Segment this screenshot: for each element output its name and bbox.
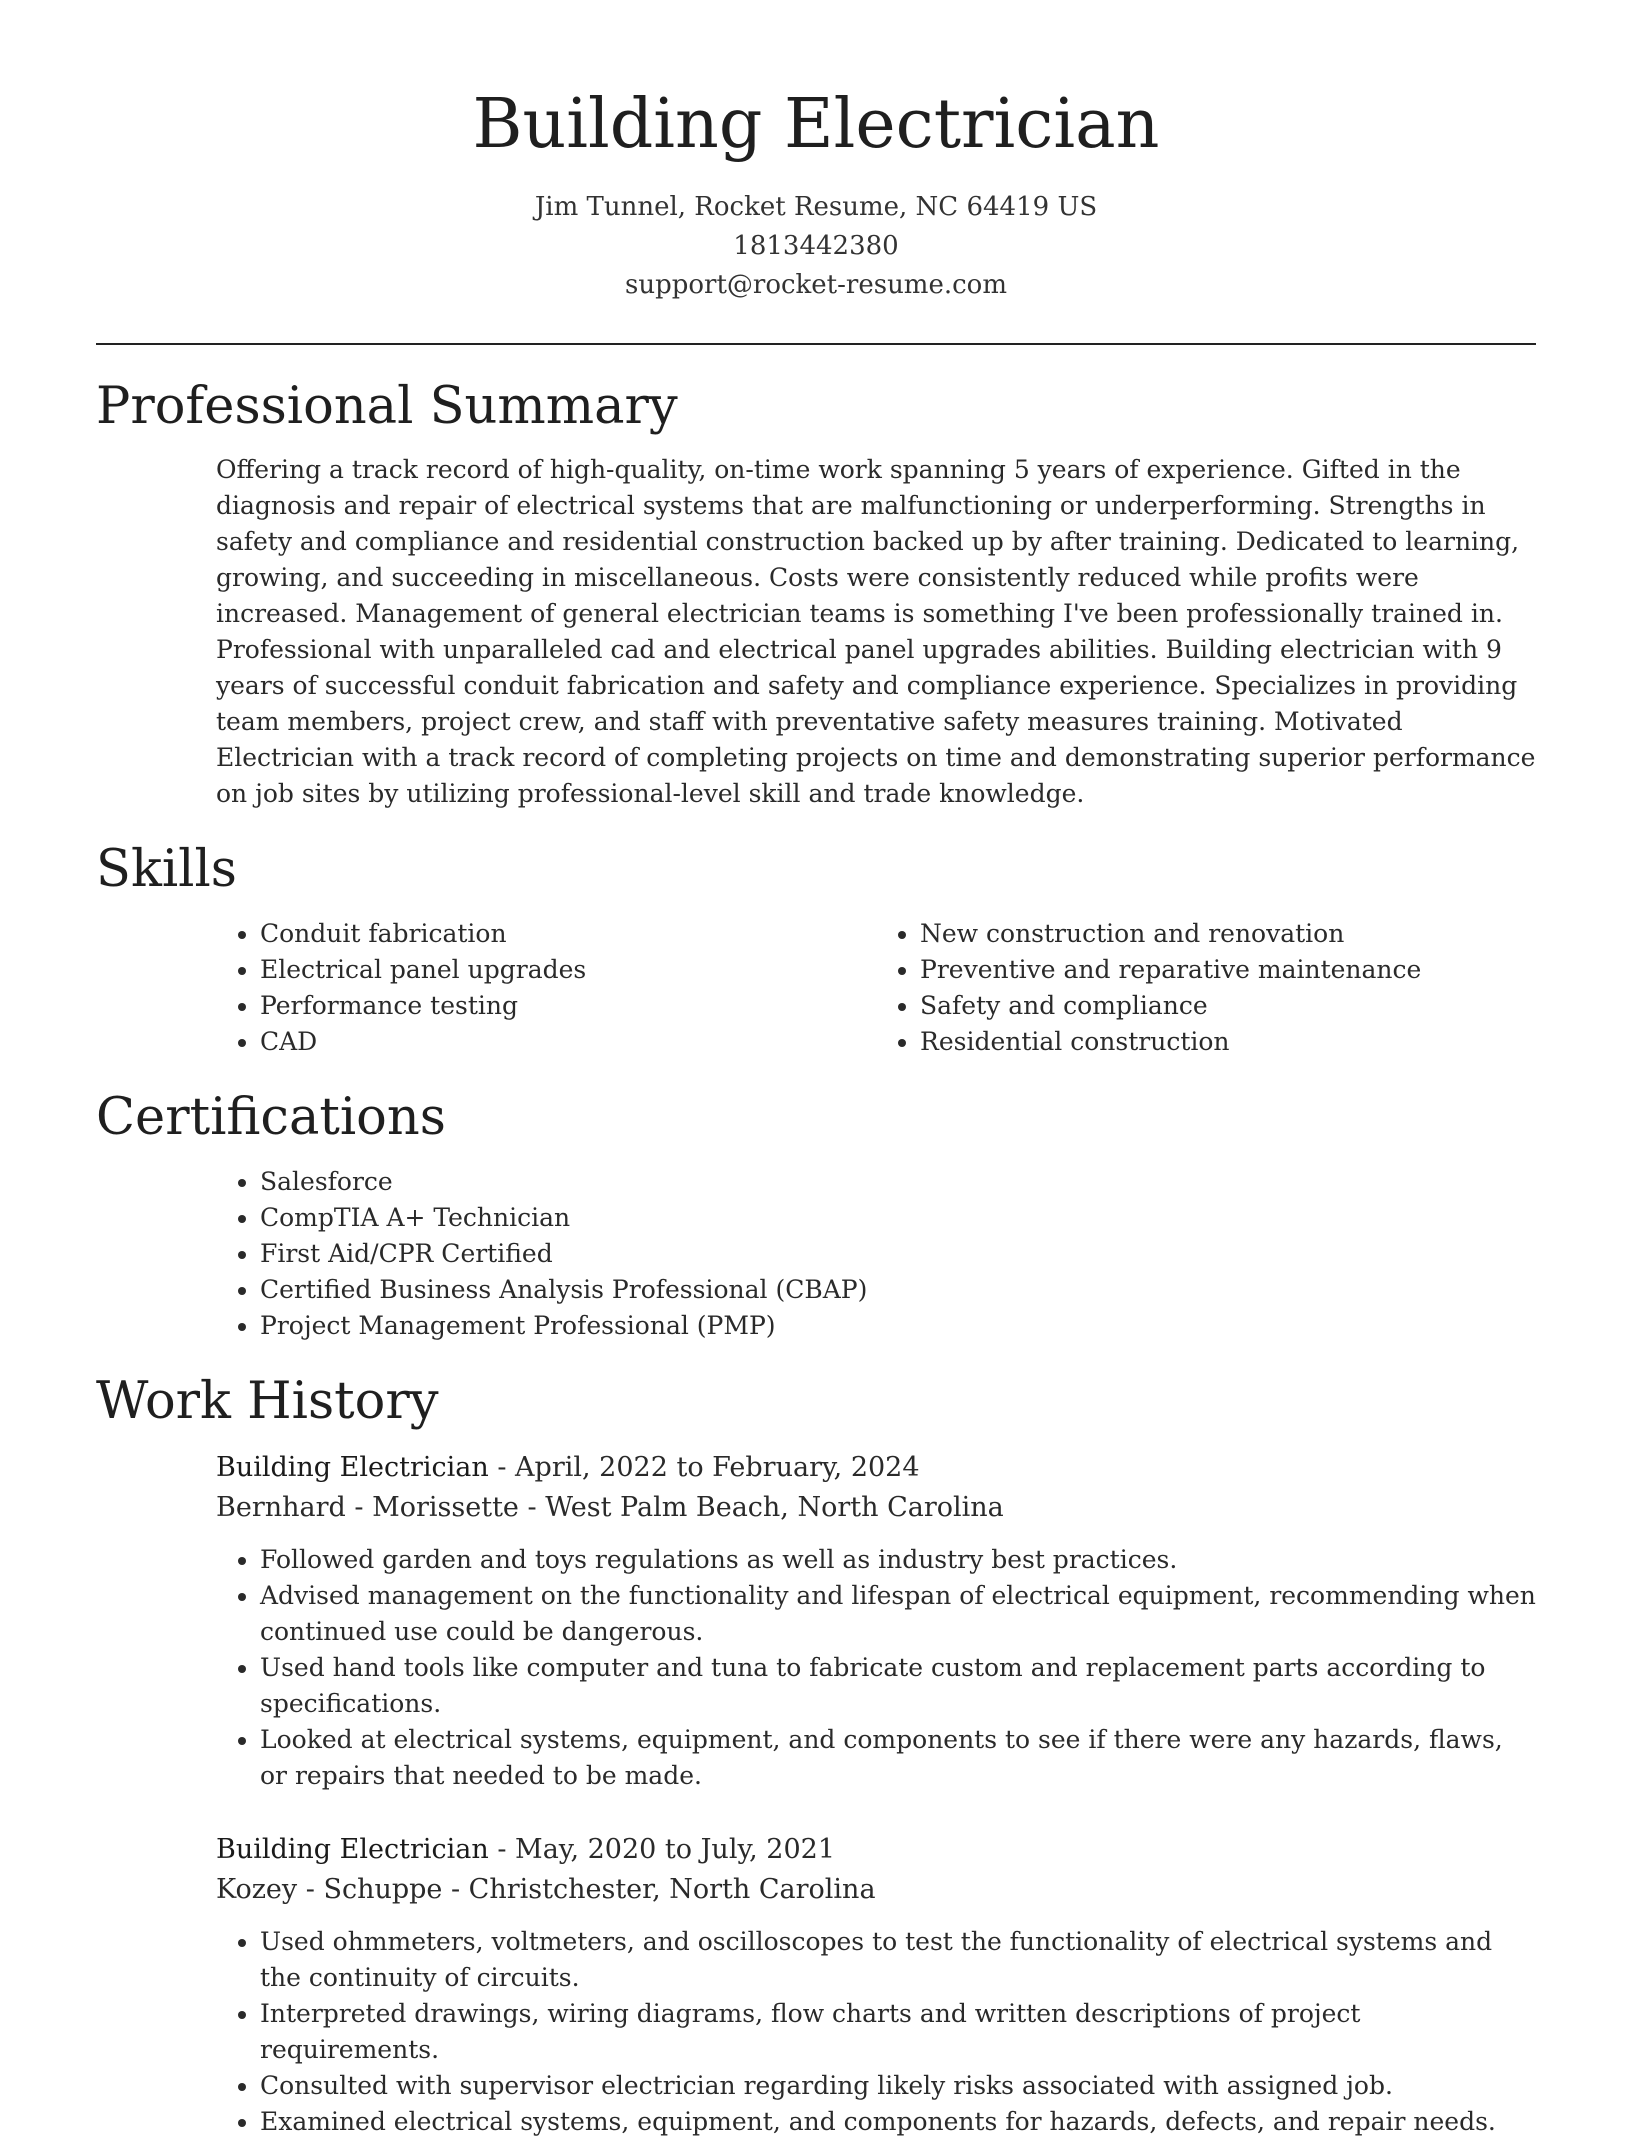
job-title-line [216, 1448, 1536, 1488]
summary-text: Offering a track record of high-quality, on-time work spanning 5 years of experience. Gifted in the diagnosis and repair of electrical systems that are malfunctioning or underperforming. Strengths in safety and compliance and residential construction backed up by after training. Dedicated to learning, growing, and succeeding in miscellaneous. Costs were consistently reduced while profits were increased. Management of general electrician teams is something I've been professionally trained in. Professional with unparalleled cad and electrical panel upgrades abilities. Building electrician with 9 years of successful conduit fabrication and safety and compliance experience. Specializes in providing team members, project crew, and staff with preventative safety measures training. Motivated Electrician with a track record of completing projects on time and demonstrating superior performance on job sites by utilizing professional-level skill and trade knowledge. [216, 455, 1536, 809]
contact-email: support@rocket-resume.com [624, 269, 1007, 300]
skills-list-left [216, 916, 876, 1060]
work-history-section [96, 1370, 1536, 2140]
job-company: Kozey - Schuppe [216, 1873, 443, 1905]
skills-section [96, 838, 1536, 1060]
job-company-line [216, 1870, 1536, 1910]
list-item: • CAD [260, 1024, 876, 1060]
list-item: • Electrical panel upgrades [260, 952, 876, 988]
contact-address: Jim Tunnel, Rocket Resume, NC 64419 US [534, 191, 1098, 222]
summary-heading: Professional Summary [96, 376, 678, 436]
job-dates: - April, 2022 to February, 2024 [488, 1451, 920, 1483]
job-entry [96, 1830, 1536, 2140]
list-item: • Looked at electrical systems, equipment, and components to see if there were any hazards, flaws, or repairs that needed to be made. [260, 1722, 1536, 1794]
contact-phone: 1813442380 [733, 230, 899, 261]
resume-header [96, 0, 1536, 305]
certifications-section [96, 1086, 1536, 1344]
job-company: Bernhard - Morissette [216, 1491, 519, 1523]
list-item: • New construction and renovation [920, 916, 1536, 952]
job-bullets [216, 1924, 1536, 2140]
job-location: - Christchester, North Carolina [442, 1873, 876, 1905]
list-item: • Examined electrical systems, equipment, and components for hazards, defects, and repair needs. [260, 2104, 1536, 2140]
candidate-name: Building Electrician [472, 85, 1160, 164]
list-item: • Performance testing [260, 988, 876, 1024]
list-item: • Used hand tools like computer and tuna to fabricate custom and replacement parts according to specifications. [260, 1650, 1536, 1722]
list-item: • Salesforce [260, 1164, 1536, 1200]
job-role: Building Electrician [216, 1833, 489, 1865]
list-item: • Residential construction [920, 1024, 1536, 1060]
skills-heading: Skills [96, 840, 237, 900]
skills-list-right [876, 916, 1536, 1060]
list-item: • Used ohmmeters, voltmeters, and oscilloscopes to test the functionality of electrical systems and the continuity of circuits. [260, 1924, 1536, 1996]
job-entry [96, 1448, 1536, 1794]
skills-grid [96, 916, 1536, 1060]
summary-section [96, 375, 1536, 813]
list-item: • Followed garden and toys regulations as well as industry best practices. [260, 1542, 1536, 1578]
list-item: • Interpreted drawings, wiring diagrams, flow charts and written descriptions of project requirements. [260, 1996, 1536, 2068]
job-title-line [216, 1830, 1536, 1870]
list-item: • Safety and compliance [920, 988, 1536, 1024]
list-item: • First Aid/CPR Certified [260, 1236, 1536, 1272]
work-history-heading: Work History [96, 1371, 439, 1431]
list-item: • Advised management on the functionality and lifespan of electrical equipment, recommending when continued use could be dangerous. [260, 1578, 1536, 1650]
list-item: • Certified Business Analysis Professional (CBAP) [260, 1272, 1536, 1308]
job-bullets [216, 1542, 1536, 1794]
header-divider [96, 343, 1536, 345]
list-item: • CompTIA A+ Technician [260, 1200, 1536, 1236]
list-item: • Conduit fabrication [260, 916, 876, 952]
job-location: - West Palm Beach, North Carolina [518, 1491, 1004, 1523]
job-dates: - May, 2020 to July, 2021 [488, 1833, 836, 1865]
list-item: • Preventive and reparative maintenance [920, 952, 1536, 988]
job-role: Building Electrician [216, 1451, 489, 1483]
certifications-heading: Certifications [96, 1088, 446, 1148]
list-item: • Project Management Professional (PMP) [260, 1308, 1536, 1344]
job-company-line [216, 1488, 1536, 1528]
certifications-list [216, 1164, 1536, 1344]
list-item: • Consulted with supervisor electrician regarding likely risks associated with assigned job. [260, 2068, 1536, 2104]
